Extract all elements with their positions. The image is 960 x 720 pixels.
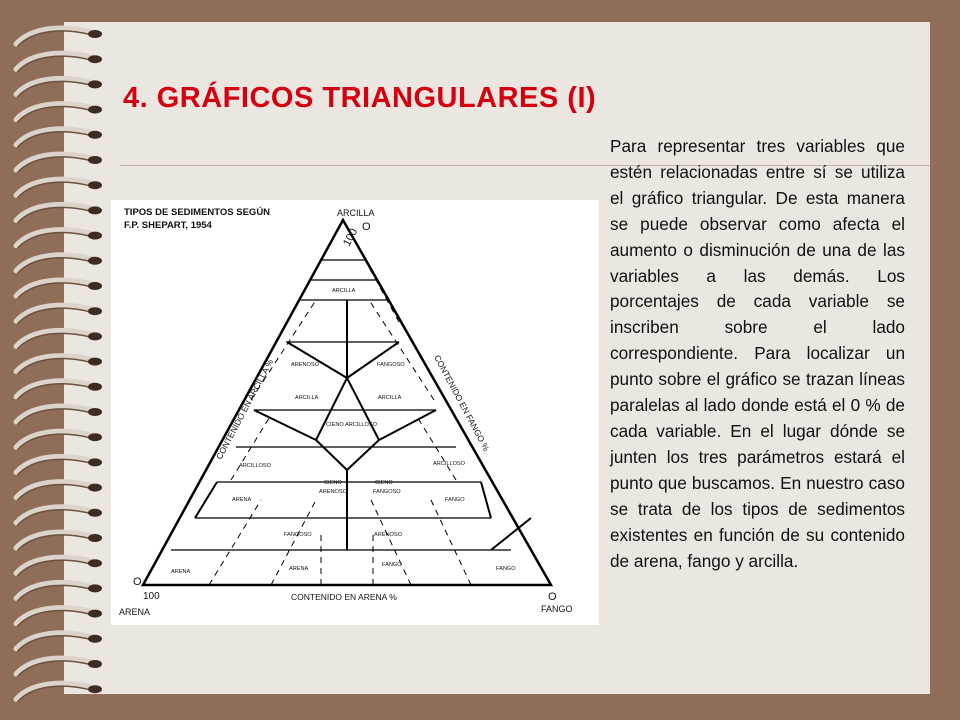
region-label: CIENO: [324, 480, 342, 486]
region-label: FANGOSO: [373, 489, 401, 495]
spiral-binding: [0, 0, 120, 720]
spiral-ring: [16, 658, 102, 676]
spiral-ring: [16, 104, 102, 122]
axis-label-fango: CONTENIDO EN FANGO %: [432, 353, 492, 453]
spiral-ring: [16, 507, 102, 525]
tick-left-0: O: [133, 576, 142, 588]
spiral-ring: [16, 230, 102, 248]
spiral-ring: [16, 431, 102, 449]
region-label: FANGO: [496, 566, 516, 572]
spiral-ring: [16, 53, 102, 71]
spiral-ring: [16, 532, 102, 550]
vertex-label-arcilla: ARCILLA: [337, 208, 375, 218]
region-label: FANGOSO: [377, 362, 405, 368]
axis-label-arena: CONTENIDO EN ARENA %: [291, 592, 397, 602]
spiral-ring: [16, 633, 102, 651]
ternary-diagram: [111, 200, 599, 625]
region-label: ARENOSO: [291, 362, 319, 368]
region-label: ARENOSO: [374, 532, 402, 538]
spiral-ring: [16, 179, 102, 197]
spiral-ring: [16, 582, 102, 600]
spiral-ring: [16, 330, 102, 348]
vertex-label-fango: FANGO: [541, 604, 573, 614]
spiral-ring: [16, 255, 102, 273]
region-label: CIENO: [375, 480, 393, 486]
axis-label-arcilla: CONTENIDO EN ARCILLA %: [213, 357, 276, 461]
region-label: ARENA: [171, 569, 191, 575]
spiral-ring: [16, 557, 102, 575]
tick-right-0: O: [548, 591, 557, 603]
region-label: FANGO: [382, 562, 402, 568]
tick-left-100: 100: [143, 591, 160, 602]
region-label: ARCILLOSO: [239, 463, 272, 469]
region-label: ARCILLA: [378, 395, 402, 401]
spiral-ring: [16, 482, 102, 500]
spiral-ring: [16, 381, 102, 399]
spiral-ring: [16, 78, 102, 96]
vertex-label-arena: ARENA: [119, 607, 151, 617]
region-label: FANGOSO: [284, 532, 312, 538]
spiral-ring: [16, 683, 102, 701]
spiral-ring: [16, 154, 102, 172]
body-text: Para representar tres variables que estén relacionadas entre sí se utiliza el gráfico triangular. De esta manera se puede observar como afecta el aumento o disminución de una de las variables a las demás. Los porcentajes de cada variable se inscriben sobre el lado correspondiente. Para localizar un punto sobre el gráfico se trazan líneas paralelas al lado donde está el 0 % de cada variable. En el lugar dónde se junten los tres parámetros estará el punto que buscamos. En nuestro caso se trata de los tipos de sedimentos existentes en función de su contenido de arena, fango y arcilla.: [610, 136, 905, 571]
region-label: ARCILLOSO: [433, 461, 466, 467]
region-label: ARENA: [232, 497, 252, 503]
spiral-ring: [16, 28, 102, 46]
spiral-ring: [16, 356, 102, 374]
spiral-ring: [16, 305, 102, 323]
spiral-ring: [16, 406, 102, 424]
tick-top-100: 100: [341, 226, 361, 249]
ternary-diagram-image: [111, 200, 599, 625]
diagram-heading-line1: TIPOS DE SEDIMENTOS SEGÚN: [124, 207, 271, 218]
region-label: ARCILLA: [332, 288, 356, 294]
region-label: FANGO: [445, 497, 465, 503]
spiral-ring: [16, 129, 102, 147]
spiral-ring: [16, 204, 102, 222]
slide-title: 4. GRÁFICOS TRIANGULARES (I): [123, 82, 597, 114]
region-label: ARCILLA: [295, 395, 319, 401]
tick-top-0: O: [362, 221, 371, 233]
spiral-ring: [16, 608, 102, 626]
spiral-ring: [16, 280, 102, 298]
region-label: ARENOSO: [319, 489, 347, 495]
diagram-heading-line2: F.P. SHEPART, 1954: [124, 220, 212, 231]
spiral-ring: [16, 456, 102, 474]
region-label: ARENA: [289, 566, 309, 572]
region-label: CIENO ARCILLOSO: [326, 422, 377, 428]
